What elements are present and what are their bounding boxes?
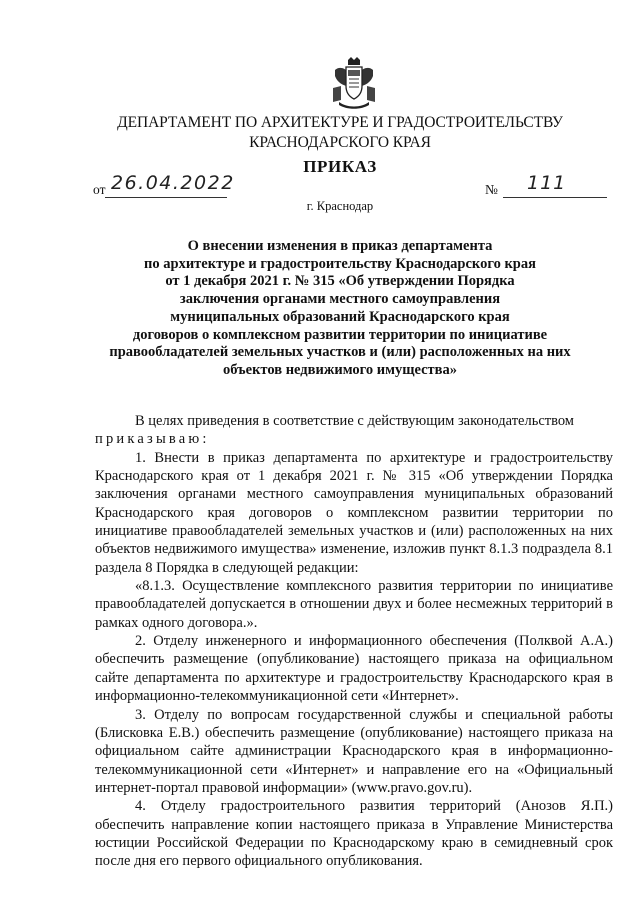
title-line: муниципальных образований Краснодарского края xyxy=(170,308,510,325)
date-handwritten-value: 26.04.2022 xyxy=(111,172,235,194)
krasnodar-coat-of-arms-icon xyxy=(331,56,377,110)
paragraph-2: 2. Отделу инженерного и информационного обеспечения (Полквой А.А.) обеспечить размещение (опубликование) настоящего приказа на официальном сайте департамента по архитектуре и градостроительству Краснодарского края в информационно-телекоммуникационной сети «Интернет». xyxy=(95,633,613,705)
title-line: правообладателей земельных участков и (или) расположенных на них xyxy=(109,344,571,361)
number-underline xyxy=(503,197,607,198)
title-line: от 1 декабря 2021 г. № 315 «Об утверждении Порядка xyxy=(165,273,515,290)
number-handwritten-value: 111 xyxy=(527,172,567,194)
title-line: договоров о комплексном развитии территории по инициативе xyxy=(132,326,548,343)
date-underline xyxy=(105,197,227,198)
paragraph-3: 3. Отделу по вопросам государственной службы и специальной работы (Блисковка Е.В.) обеспечить размещение (опубликование) настоящего приказа на официальном сайте администрации Краснодарского края в информационно-телекоммуникационной сети «Интернет» и направление его на «Официальный интернет-портал правовой информации» (www.pravo.gov.ru). xyxy=(95,706,613,796)
document-title xyxy=(80,238,600,380)
city-label: г. Краснодар xyxy=(306,199,374,213)
title-line: заключения органами местного самоуправления xyxy=(179,291,501,308)
intro-paragraph: В целях приведения в соответствие с действующим законодательством xyxy=(135,413,574,429)
paragraph-4: 4. Отделу градостроительного развития территорий (Анозов Я.П.) обеспечить направление копии настоящего приказа в Управление Министерства юстиции Российской Федерации по Краснодарскому краю в семидневный срок после дня его первого официального опубликования. xyxy=(95,798,613,870)
document-body xyxy=(95,412,613,871)
order-word: приказываю: xyxy=(95,431,210,448)
number-prefix: № xyxy=(485,182,498,197)
document-type-heading: ПРИКАЗ xyxy=(303,157,377,176)
title-line: О внесении изменения в приказ департамента xyxy=(187,238,493,254)
title-line: по архитектуре и градостроительству Краснодарского края xyxy=(144,255,536,272)
paragraph-1-quote: «8.1.3. Осуществление комплексного развития территории по инициативе правообладателей допускается в отношении двух и более несмежных территорий в рамках одного договора.». xyxy=(95,578,613,631)
date-prefix: от xyxy=(93,182,106,197)
department-name-line2: КРАСНОДАРСКОГО КРАЯ xyxy=(249,134,431,151)
title-line: объектов недвижимого имущества» xyxy=(223,361,457,378)
department-name-line1: ДЕПАРТАМЕНТ ПО АРХИТЕКТУРЕ И ГРАДОСТРОИТЕЛЬСТВУ xyxy=(117,114,563,131)
paragraph-1: 1. Внести в приказ департамента по архитектуре и градостроительству Краснодарского края от 1 декабря 2021 г. № 315 «Об утверждении Порядка заключения органами местного самоуправления муниципальных образований Краснодарского края договоров о комплексном развитии территории по инициативе правообладателей земельных участков и (или) расположенных на них объектов недвижимого имущества» изменение, изложив пункт 8.1.3 подраздела 8.1 раздела 8 Порядка в следующей редакции: xyxy=(95,449,613,576)
